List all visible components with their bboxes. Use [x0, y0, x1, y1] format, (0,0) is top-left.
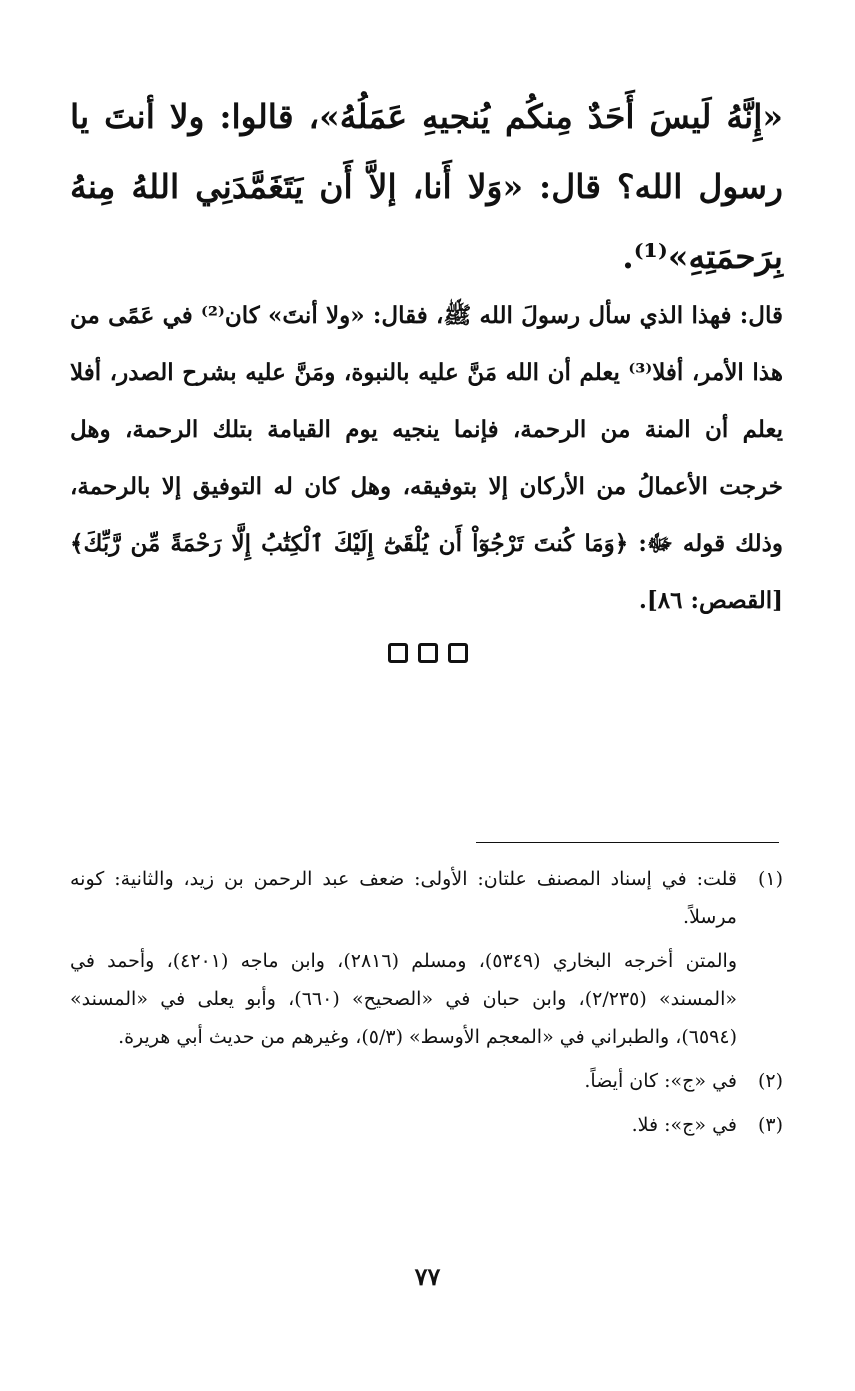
- separator-square-icon: [418, 643, 438, 663]
- footnote-paragraph: قلت: في إسناد المصنف علتان: الأولى: ضعف عبد الرحمن بن زيد، والثانية: كونه مرسلاً.: [70, 868, 737, 928]
- footnote-number: (٢): [757, 1070, 783, 1092]
- footnote-1: [70, 860, 783, 1056]
- footnote-paragraph: والمتن أخرجه البخاري (٥٣٤٩)، ومسلم (٢٨١٦)، وابن ماجه (٤٢٠١)، وأحمد في «المسند» (٢/٢٣٥)، وابن حبان في «الصحيح» (٦٦٠)، وأبو يعلى في «المسند» (٦٥٩٤)، والطبراني في «المعجم الأوسط» (٥/٣)، وغيرهم من حديث أبي هريرة.: [70, 950, 737, 1048]
- footnote-paragraph: في «ج»: فلا.: [631, 1114, 737, 1136]
- footnote-paragraph: في «ج»: كان أيضاً.: [584, 1070, 737, 1092]
- footnotes: [70, 860, 783, 1150]
- commentary-paragraph: قال: فهذا الذي سأل رسولَ الله ﷺ، فقال: «ولا أنتَ» كان⁽²⁾ في عَمًى من هذا الأمر، أفلا⁽³⁾ يعلم أن الله مَنَّ عليه بالنبوة، ومَنَّ عليه بشرح الصدر، أفلا يعلم أن المنة من الرحمة، فإنما ينجيه يوم القيامة بتلك الرحمة، وهل خرجت الأعمالُ من الأركان إلا بتوفيقه، وهل كان له التوفيق إلا بالرحمة، وذلك قوله ﷻ: ﴿وَمَا كُنتَ تَرْجُوٓاْ أَن يُلْقَىٰٓ إِلَيْكَ ٱلْكِتَٰبُ إِلَّا رَحْمَةً مِّن رَّبِّكَ﴾ [القصص: ٨٦].: [70, 302, 783, 614]
- section-separator: [0, 643, 855, 663]
- footnote-number: (١): [757, 868, 783, 890]
- page-number: ٧٧: [414, 1262, 441, 1291]
- footnote-divider: [476, 842, 779, 843]
- hadith-text: «إِنَّهُ لَيسَ أَحَدٌ مِنكُم يُنجيهِ عَمَلُهُ»، قالوا: ولا أنتَ يا رسول الله؟ قال: «وَلا أَنا، إلاَّ أَن يَتَغَمَّدَنِي اللهُ مِنهُ بِرَحمَتِهِ»⁽¹⁾.: [70, 97, 783, 276]
- separator-square-icon: [388, 643, 408, 663]
- footnote-number: (٣): [757, 1114, 783, 1136]
- separator-square-icon: [448, 643, 468, 663]
- footnote-3: [70, 1106, 783, 1144]
- footnote-2: [70, 1062, 783, 1100]
